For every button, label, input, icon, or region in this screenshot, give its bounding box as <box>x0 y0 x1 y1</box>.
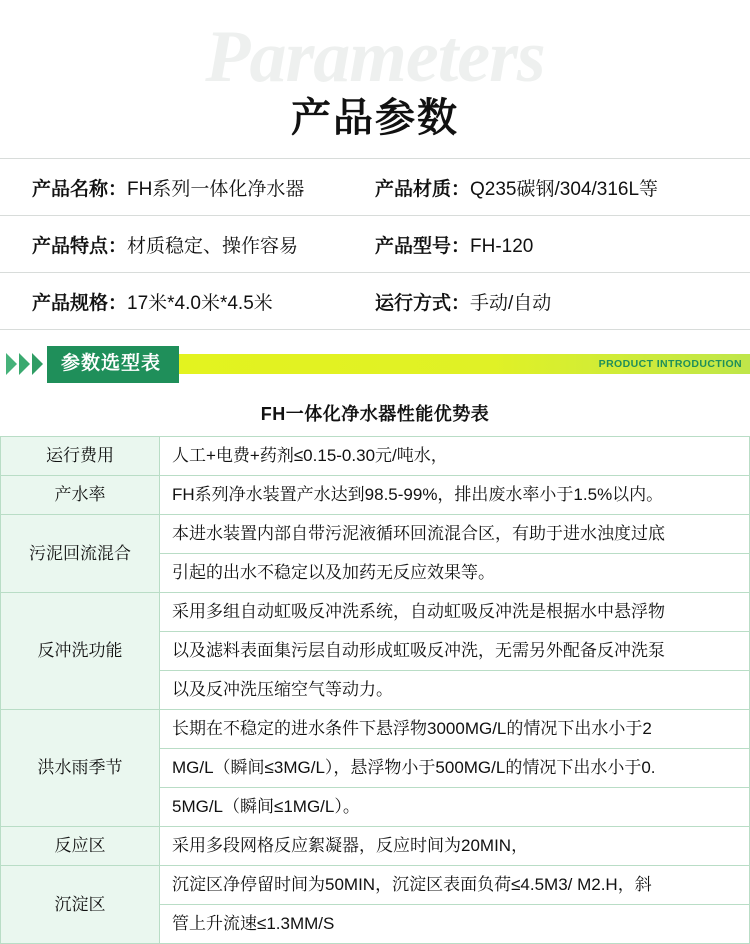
row-key: 洪水雨季节 <box>1 710 160 827</box>
row-value: 采用多组自动虹吸反冲洗系统，自动虹吸反冲洗是根据水中悬浮物 <box>160 593 750 632</box>
spec-label: 产品特点： <box>32 235 128 257</box>
row-value: FH系列净水装置产水达到98.5-99%，排出废水率小于1.5%以内。 <box>160 476 750 515</box>
watermark-text: Parameters <box>205 16 545 98</box>
row-value: 长期在不稳定的进水条件下悬浮物3000MG/L的情况下出水小于2 <box>160 710 750 749</box>
table-row <box>1 437 750 476</box>
table-row <box>0 216 750 273</box>
table-row <box>1 710 750 749</box>
spec-label: 产品规格： <box>32 292 128 314</box>
spec-value: FH系列一体化净水器 <box>127 178 305 200</box>
row-value-continued: 以及反冲洗压缩空气等动力。 <box>160 671 750 710</box>
row-value-continued: 引起的出水不稳定以及加药无反应效果等。 <box>160 554 750 593</box>
spec-label: 产品名称： <box>32 178 128 200</box>
spec-label: 产品型号： <box>375 235 471 257</box>
row-value-continued: 5MG/L（瞬间≤1MG/L）。 <box>160 788 750 827</box>
spec-value: FH-120 <box>470 235 534 257</box>
table-row <box>0 273 750 330</box>
chevron-right-icon <box>6 353 45 375</box>
page-title: 产品参数 <box>291 96 459 140</box>
row-value-continued: 管上升流速≤1.3MM/S <box>160 905 750 944</box>
table-row <box>1 593 750 632</box>
spec-value: Q235碳钢/304/316L等 <box>470 178 659 200</box>
row-value-continued: MG/L（瞬间≤3MG/L），悬浮物小于500MG/L的情况下出水小于0. <box>160 749 750 788</box>
spec-cell-right <box>375 159 750 216</box>
spec-value: 材质稳定、操作容易 <box>127 235 299 257</box>
spec-cell-right <box>375 273 750 330</box>
product-spec-table <box>0 158 750 330</box>
row-key: 反应区 <box>1 827 160 866</box>
table-row <box>1 515 750 554</box>
row-value: 人工+电费+药剂≤0.15-0.30元/吨水， <box>160 437 750 476</box>
spec-label: 运行方式： <box>375 292 471 314</box>
table-row <box>1 476 750 515</box>
table-row <box>1 827 750 866</box>
spec-cell-left <box>0 216 375 273</box>
spec-value: 17米*4.0米*4.5米 <box>127 292 273 314</box>
row-value-continued: 以及滤料表面集污层自动形成虹吸反冲洗，无需另外配备反冲洗泵 <box>160 632 750 671</box>
performance-table-title: FH一体化净水器性能优势表 <box>260 404 490 424</box>
row-value: 本进水装置内部自带污泥液循环回流混合区，有助于进水浊度过底 <box>160 515 750 554</box>
row-value: 采用多段网格反应絮凝器，反应时间为20MIN， <box>160 827 750 866</box>
section-banner-english: PRODUCT INTRODUCTION <box>598 358 742 370</box>
hero-section <box>0 0 750 158</box>
spec-cell-left <box>0 159 375 216</box>
row-key: 运行费用 <box>1 437 160 476</box>
spec-value: 手动/自动 <box>470 292 552 314</box>
spec-cell-right <box>375 216 750 273</box>
table-row <box>1 866 750 905</box>
row-key: 污泥回流混合 <box>1 515 160 593</box>
row-value: 沉淀区净停留时间为50MIN，沉淀区表面负荷≤4.5M3/ M2.H，斜 <box>160 866 750 905</box>
section-banner-title: 参数选型表 <box>47 346 179 383</box>
row-key: 产水率 <box>1 476 160 515</box>
section-banner <box>0 340 750 388</box>
spec-cell-left <box>0 273 375 330</box>
performance-table <box>0 436 750 944</box>
spec-label: 产品材质： <box>375 178 471 200</box>
table-row <box>0 159 750 216</box>
row-key: 反冲洗功能 <box>1 593 160 710</box>
section-banner-bar <box>179 354 750 374</box>
row-key: 沉淀区 <box>1 866 160 944</box>
